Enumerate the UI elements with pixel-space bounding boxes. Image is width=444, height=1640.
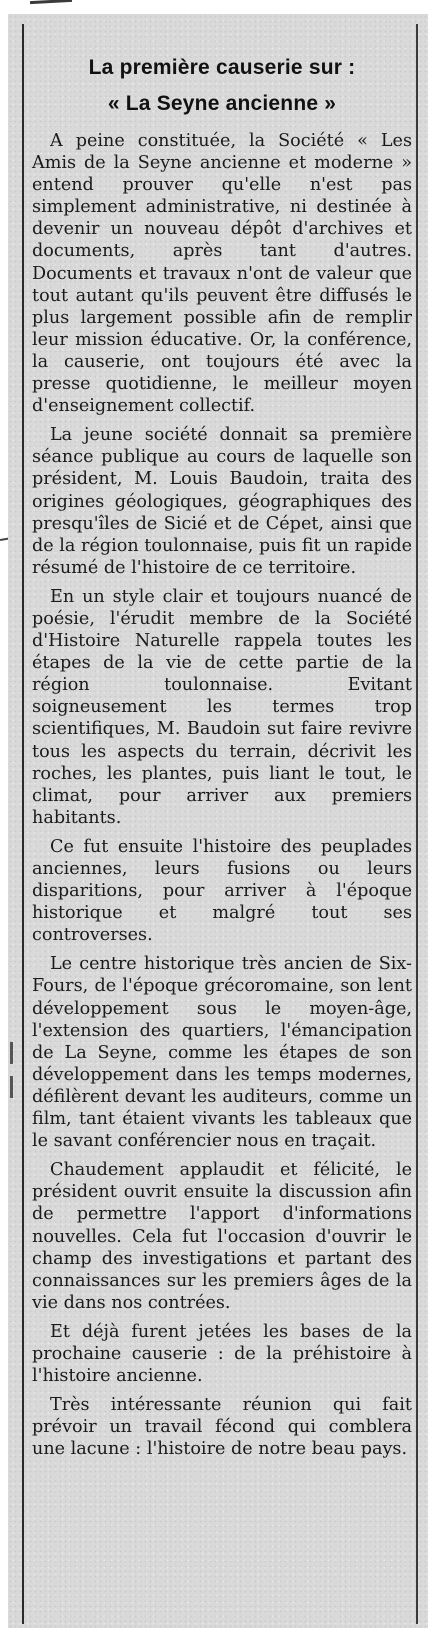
- left-column-rule: [22, 24, 24, 1624]
- article-paragraph: Le centre historique très ancien de Six-Fours, de l'époque grécoromaine, son lent développement sous le moyen-âge, l'extension des quartiers, l'émancipation de La Seyne, comme les étapes de son développement dans les temps modernes, défilèrent devant les auditeurs, comme un film, tant étaient vivants les tableaux que le savant conférencier nous en traçait.: [32, 954, 412, 1152]
- headline-line-1: La première causerie sur :: [88, 56, 356, 79]
- article-paragraph: La jeune société donnait sa première séance publique au cours de laquelle son président, M. Louis Baudoin, traita des origines géologiques, géographiques des presqu'îles de Sicié et de Cépet, ainsi que de la région toulonnaise, puis fit un rapide résumé de l'histoire de ce territoire.: [32, 425, 412, 578]
- article-paragraph: Très intéressante réunion qui fait prévoir un travail fécond qui comblera une lacune : l'histoire de notre beau pays.: [32, 1395, 412, 1460]
- article-headline: [32, 50, 412, 122]
- top-scratch-mark: [30, 0, 72, 4]
- article-paragraph: Chaudement applaudit et félicité, le président ouvrit ensuite la discussion afin de permettre l'apport d'informations nouvelles. Cela fut l'occasion d'ouvrir le champ des investigations et partant des connaissances sur les premiers âges de la vie dans nos contrées.: [32, 1160, 412, 1313]
- article-paragraph: En un style clair et toujours nuancé de poésie, l'érudit membre de la Société d'Histoire Naturelle rappela toutes les étapes de la vie de cette partie de la région toulonnaise. Evitant soigneusement les termes trop scientifiques, M. Baudoin sut faire revivre tous les aspects du terrain, décrivit les roches, les plantes, puis liant le tout, le climat, pour arriver aux premiers habitants.: [32, 586, 412, 828]
- margin-mark: [10, 1076, 13, 1098]
- article-paragraph: Ce fut ensuite l'histoire des peuplades anciennes, leurs fusions ou leurs disparitions, pour arriver à l'époque historique et malgré tout ses controverses.: [32, 836, 412, 946]
- right-column-rule: [416, 24, 418, 1624]
- headline-line-2: « La Seyne ancienne »: [107, 92, 337, 115]
- margin-mark: [10, 1042, 13, 1064]
- article: [32, 50, 412, 1467]
- article-paragraph: A peine constituée, la Société « Les Amis de la Seyne ancienne et moderne » entend prouver qu'elle n'est pas simplement administrative, ni destinée à devenir un nouveau dépôt d'archives et documents, après tant d'autres. Documents et travaux n'ont de valeur que tout autant qu'ils peuvent être diffusés le plus largement possible afin de remplir leur mission éducative. Or, la conférence, la causerie, ont toujours été avec la presse quotidienne, le meilleur moyen d'enseignement collectif.: [32, 131, 412, 417]
- newspaper-clipping: [8, 14, 428, 1628]
- article-paragraph: Et déjà furent jetées les bases de la prochaine causerie : de la préhistoire à l'histoire ancienne.: [32, 1321, 412, 1387]
